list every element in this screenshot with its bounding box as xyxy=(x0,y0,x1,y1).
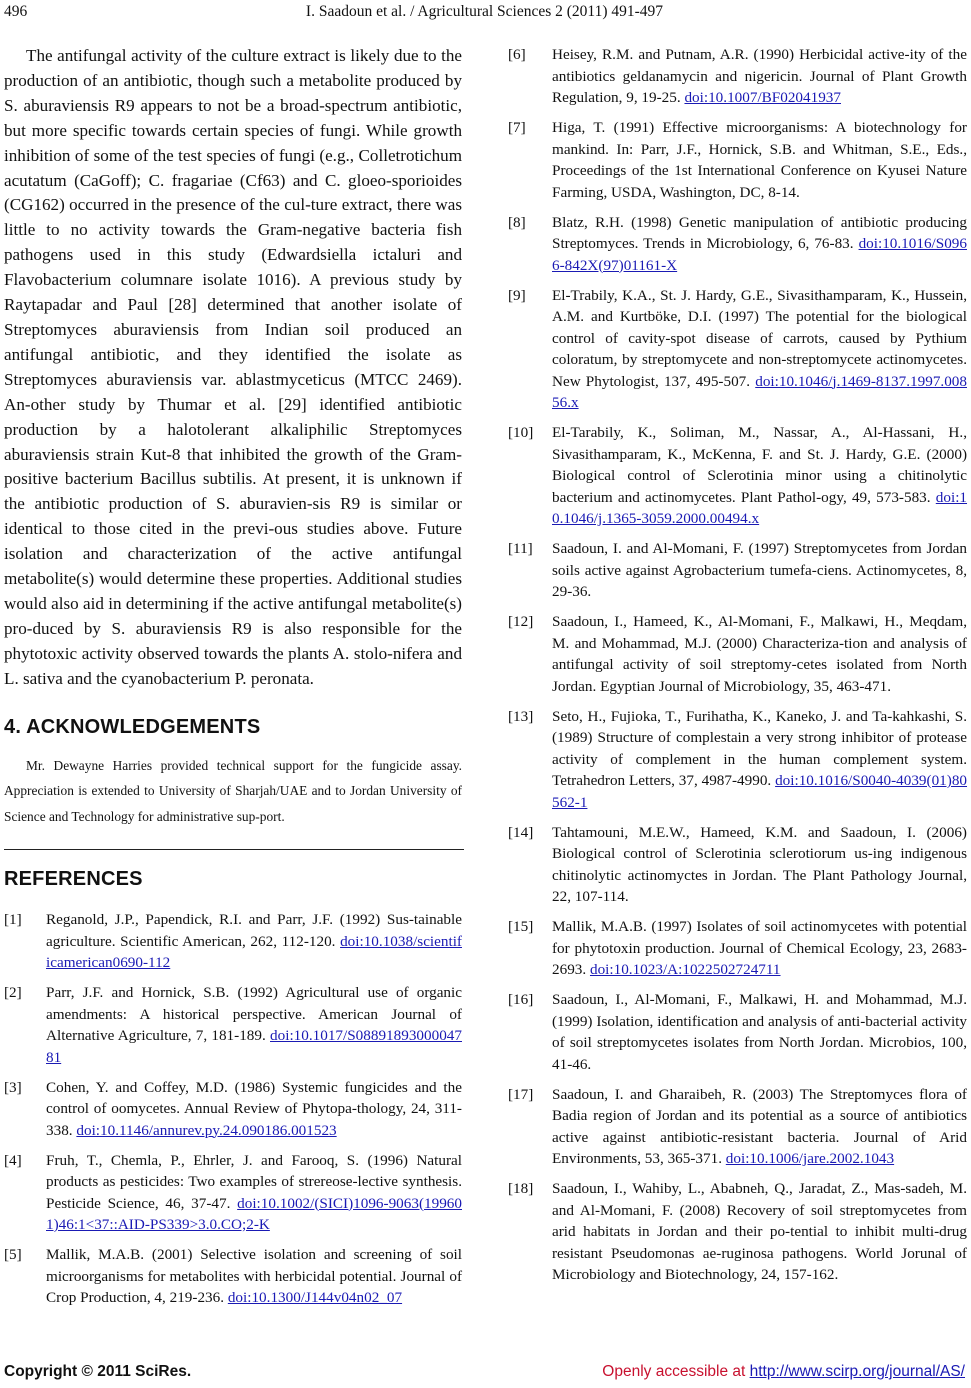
reference-doi-link[interactable]: doi:10.1002/(SICI)1096-9063(199601)46:1<37::AID-PS339>3.0.CO;2-K xyxy=(46,1194,462,1234)
reference-number: [18] xyxy=(508,1180,534,1197)
reference-number: [13] xyxy=(508,707,534,725)
reference-doi-link[interactable]: doi:10.1023/A:1022502724711 xyxy=(589,961,781,978)
reference-doi-link[interactable]: doi:10.1006/jare.2002.1043 xyxy=(725,1150,895,1167)
reference-item xyxy=(508,117,967,203)
reference-number: [17] xyxy=(508,1085,534,1103)
reference-text: El-Trabily, K.A., St. J. Hardy, G.E., Sivasithamparam, K., Hussein, A.M. and Kurtböke, D.I. (1997) The potential for the biological control of cavity-spot disease of carrots, caused by Pythium coloratum, by streptomycete and non-streptomycete actinomycetes. New Phytologist, 137, 495-507. xyxy=(552,286,967,390)
reference-number: [11] xyxy=(508,540,533,557)
reference-text: Blatz, R.H. (1998) Genetic manipulation of antibiotic producing Streptomyces. Trends in Microbiology, 6, 76-83. xyxy=(552,213,967,252)
reference-item xyxy=(508,706,967,814)
page-header xyxy=(4,3,965,25)
reference-doi-link[interactable]: doi:10.1017/S0889189300004781 xyxy=(46,1027,462,1066)
open-access-notice xyxy=(602,1363,965,1381)
reference-doi-link[interactable]: doi:10.1038/scientificamerican0690-112 xyxy=(46,932,462,972)
reference-item xyxy=(4,1150,462,1236)
reference-doi-link[interactable]: doi:10.1007/BF02041937 xyxy=(684,89,841,106)
reference-item xyxy=(4,1244,462,1309)
reference-text: Seto, H., Fujioka, T., Furihatha, K., Kaneko, J. and Ta-kahkashi, S. (1989) Structure of complestain a very strong inhibitor of protease activity of complement in the human complement system. Tetrahedron Letters, 37, 4987-4990. xyxy=(552,707,967,789)
reference-item xyxy=(508,1178,967,1286)
body-paragraph: The antifungal activity of the culture extract is likely due to the production of an antibiotic, though such a metabolite produced by S. aburaviensis R9 appears to not be a broad-spectrum antibiotic, but more specific towards certain species of fungi. While growth inhibition of some of the test species of fungi (e.g., Colletrotichum acutatum (CaGoff); C. fragariae (Cf63) and C. gloeo-sporioides (CG162) occurred in the presence of the cul-ture extract, there was little to no activity towards the Gram-negative bacteria fish pathogens used in this study (Edwardsiella ictaluri and Flavobacterium columnare isolate 1016). A previous study by Raytapadar and Paul [28] determined that another isolate of Streptomyces aburaviensis from Indian soil produced an antifungal antibiotic, and they identified the isolate as Streptomyces aburaviensis var. ablastmyceticus (MTCC 2469). An-other study by Thumar et al. [29] identified antibiotic production by a halotolerant alkaliphilic Streptomyces aburaviensis strain Kut-8 that inhibited the growth of the Gram-positive bacterium Bacillus subtilis. At present, it is unknown if the antibiotic production of S. aburavien-sis R9 is similar or identical to those cited in the previ-ous studies above. Future isolation and characterization of the active antifungal metabolite(s) would determine these properties. Additional studies would also aid in determining if the active antifungal metabolite(s) pro-duced by S. aburaviensis R9 is also responsible for the phytotoxic activity observed towards the plants A. stolo-nifera and L. sativa and the cyanobacterium P. peronata. xyxy=(4,46,462,688)
open-access-label: Openly accessible at xyxy=(602,1363,746,1380)
reference-text: Cohen, Y. and Coffey, M.D. (1986) Systemic fungicides and the control of oomycetes. Annual Review of Phytopa-thology, 24, 311-338. xyxy=(46,1078,462,1139)
reference-doi-link[interactable]: doi:10.1016/S0966-842X(97)01161-X xyxy=(552,235,967,274)
reference-text: Tahtamouni, M.E.W., Hameed, K.M. and Saadoun, I. (2006) Biological control of Sclerotinia sclerotiorum us-ing indigenous chitinolytic actinomyctes in Jordan. The Plant Pathology Journal, 22, 107-114. xyxy=(552,823,967,905)
reference-item xyxy=(508,212,967,277)
reference-item xyxy=(4,982,462,1068)
reference-text: Saadoun, I. and Al-Momani, F. (1997) Streptomycetes from Jordan soils active against Agrobacterium tumefa-ciens. Actinomycetes, 8, 29-36. xyxy=(552,540,967,600)
reference-number: [8] xyxy=(508,213,526,231)
reference-item xyxy=(508,44,967,109)
reference-text: El-Tarabily, K., Soliman, M., Nassar, A., Al-Hassani, H., Sivasithamparam, K., McKenna, F. and St. J. Hardy, G.E. (2000) Biological control of Sclerotinia minor using a chitinolytic bacterium and actinomycetes. Plant Pathol-ogy, 49, 573-583. xyxy=(552,424,967,506)
reference-text: Mallik, M.A.B. (2001) Selective isolation and screening of soil microorganisms for metabolites with herbicidal potential. Journal of Crop Production, 4, 219-236. xyxy=(46,1246,462,1307)
acknowledgements-heading: 4. ACKNOWLEDGEMENTS xyxy=(4,715,261,738)
reference-text: Higa, T. (1991) Effective microorganisms: A biotechnology for mankind. In: Parr, J.F., Hornick, S.B. and Whitman, S.E., Eds., Proceedings of the 1st International Conference on Kyusei Nature Farming, USDA, Washington, DC, 8-14. xyxy=(552,119,967,201)
page-number: 496 xyxy=(4,3,28,20)
reference-text: Saadoun, I., Wahiby, L., Ababneh, Q., Jaradat, Z., Mas-sadeh, M. and Al-Momani, F. (2008) Recovery of soil streptomycetes from arid habitats in Jordan and their po-tential to inhibit multi-drug resistant Pseudomonas ae-ruginosa pathogens. World Jorunal of Microbiology and Biotechnology, 24, 157-162. xyxy=(552,1180,967,1283)
reference-text: Saadoun, I., Hameed, K., Al-Momani, F., Malkawi, H., Meqdam, M. and Mohammad, M.J. (2000) Characteriza-tion and analysis of antifungal activity of soil streptomy-cetes isolated from North Jordan. Egyptian Journal of Microbiology, 35, 463-471. xyxy=(552,613,967,695)
references-list-right xyxy=(508,44,967,1286)
right-column xyxy=(508,44,967,1294)
reference-number: [10] xyxy=(508,424,534,441)
reference-item xyxy=(508,285,967,414)
reference-item xyxy=(508,822,967,908)
reference-item xyxy=(508,538,967,603)
section-divider xyxy=(4,849,464,850)
reference-number: [6] xyxy=(508,46,526,63)
reference-number: [12] xyxy=(508,613,534,630)
reference-item xyxy=(508,989,967,1075)
reference-number: [15] xyxy=(508,918,534,935)
reference-doi-link[interactable]: doi:10.1146/annurev.py.24.090186.001523 xyxy=(76,1121,337,1139)
reference-item xyxy=(508,1084,967,1170)
reference-text: Fruh, T., Chemla, P., Ehrler, J. and Farooq, S. (1996) Natural products as pesticides: Two examples of strereose-lective synthesis. Pesticide Science, 46, 37-47. xyxy=(46,1151,462,1212)
reference-item xyxy=(508,611,967,697)
reference-number: [3] xyxy=(4,1078,22,1096)
reference-doi-link[interactable]: doi:10.1300/J144v04n02_07 xyxy=(227,1289,403,1307)
reference-doi-link[interactable]: doi:10.1046/j.1469-8137.1997.00856.x xyxy=(552,372,967,411)
reference-doi-link[interactable]: doi:10.1046/j.1365-3059.2000.00494.x xyxy=(552,488,968,527)
references-list-left xyxy=(4,909,462,1309)
reference-text: Parr, J.F. and Hornick, S.B. (1992) Agricultural use of organic amendments: A historical perspective. American Journal of Alternative Agriculture, 7, 181-189. xyxy=(46,984,462,1045)
reference-doi-link[interactable]: doi:10.1016/S0040-4039(01)80562-1 xyxy=(552,772,968,811)
page-footer xyxy=(4,1363,965,1385)
reference-number: [7] xyxy=(508,119,526,136)
reference-item xyxy=(508,422,967,530)
reference-number: [16] xyxy=(508,991,534,1008)
reference-text: Mallik, M.A.B. (1997) Isolates of soil actinomycetes with potential for phytotoxin production. Journal of Chemical Ecology, 23, 2683-2693. xyxy=(552,918,967,978)
reference-text: Reganold, J.P., Papendick, R.I. and Parr, J.F. (1992) Sus-tainable agriculture. Scientific American, 262, 112-120. xyxy=(46,911,462,950)
reference-item xyxy=(4,909,462,974)
reference-number: [5] xyxy=(4,1246,22,1264)
reference-item xyxy=(4,1077,462,1142)
left-column xyxy=(4,44,462,1317)
copyright-notice: Copyright © 2011 SciRes. xyxy=(4,1363,192,1380)
reference-number: [2] xyxy=(4,984,22,1002)
reference-number: [1] xyxy=(4,911,22,929)
reference-item xyxy=(508,916,967,981)
running-title: I. Saadoun et al. / Agricultural Sciences 2 (2011) 491-497 xyxy=(305,3,664,20)
reference-text: Saadoun, I. and Gharaibeh, R. (2003) The Streptomyces flora of Badia region of Jordan and its potential as a source of antibiotics active against antibiotic-resistant bacteria. Journal of Arid Environments, 53, 365-371. xyxy=(552,1085,967,1167)
reference-text: Saadoun, I., Al-Momani, F., Malkawi, H. and Mohammad, M.J. (1999) Isolation, identification and analysis of anti-bacterial activity of soil streptomycetes isolates from North Jordan. Microbios, 100, 41-46. xyxy=(552,991,967,1073)
reference-number: [4] xyxy=(4,1151,22,1169)
reference-number: [14] xyxy=(508,823,534,841)
reference-number: [9] xyxy=(508,286,526,304)
reference-text: Heisey, R.M. and Putnam, A.R. (1990) Herbicidal active-ity of the antibiotics geldanamycin and nigericin. Journal of Plant Growth Regulation, 9, 19-25. xyxy=(552,46,967,106)
acknowledgements-text: Mr. Dewayne Harries provided technical support for the fungicide assay. Appreciation is extended to University of Sharjah/UAE and to Jordan University of Science and Technology for administrative sup-port. xyxy=(4,757,462,824)
journal-url-link[interactable]: http://www.scirp.org/journal/AS/ xyxy=(749,1363,965,1380)
references-heading: REFERENCES xyxy=(4,868,143,891)
